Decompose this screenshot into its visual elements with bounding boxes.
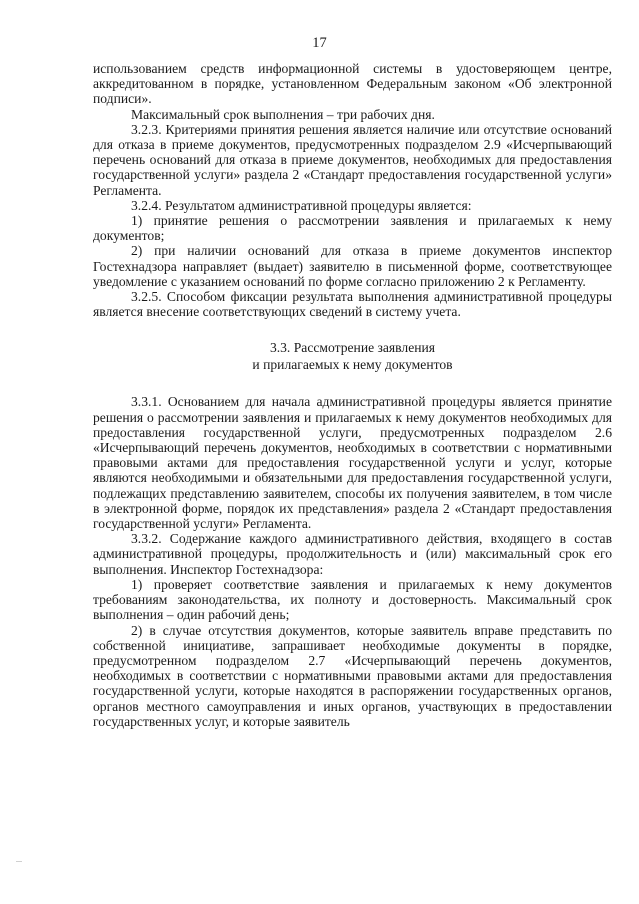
paragraph-group-after — [93, 394, 612, 728]
section-heading — [93, 339, 612, 373]
paragraph: 1) проверяет соответствие заявления и прилагаемых к нему документов требованиям законодательства, их полноту и достоверность. Максимальный срок выполнения – один рабочий день; — [93, 576, 612, 623]
paragraph: 1) принятие решения о рассмотрении заявления и прилагаемых к нему документов; — [93, 213, 612, 244]
paragraph: 2) при наличии оснований для отказа в приеме документов инспектор Гостехнадзора направляет (выдает) заявителю в письменной форме, соответствующее уведомление с указанием оснований по форме согласно приложению 2 к Регламенту. — [93, 243, 612, 289]
page-number: 17 — [312, 35, 327, 51]
paragraph-group-before — [93, 61, 612, 319]
paragraph: Максимальный срок выполнения – три рабочих дня. — [131, 106, 435, 122]
paragraph: использованием средств информационной системы в удостоверяющем центре, аккредитованном в порядке, установленном Федеральным законом «Об электронной подписи». — [93, 61, 612, 107]
section-heading-line-1: 3.3. Рассмотрение заявления — [269, 340, 436, 356]
paragraph: 3.2.5. Способом фиксации результата выполнения административной процедуры является внесение соответствующих сведений в систему учета. — [93, 289, 612, 320]
paragraph: 3.2.4. Результатом административной процедуры является: — [131, 197, 472, 213]
paragraph: 2) в случае отсутствия документов, которые заявитель вправе представить по собственной инициативе, запрашивает необходимые документы в порядке, предусмотренном подразделом 2.7 «Исчерпывающий перечень документов, необходимых в соответствии с нормативными правовыми актами для предоставления государственной услуги, которые находятся в распоряжении государственных органов, органов местного самоуправления и иных органов, участвующих в предоставлении государственных услуг, и которые заявитель — [93, 622, 612, 729]
paragraph: 3.3.2. Содержание каждого административного действия, входящего в состав административной процедуры, продолжительность и (или) максимальный срок его выполнения. Инспектор Гостехнадзора: — [93, 531, 612, 577]
section-heading-line-2: и прилагаемых к нему документов — [252, 357, 453, 373]
paragraph: 3.2.3. Критериями принятия решения является наличие или отсутствие оснований для отказа в приеме документов, предусмотренных подразделом 2.9 «Исчерпывающий перечень оснований для отказа в приеме документов, необходимых для предоставления государственной услуги» раздела 2 «Стандарт предоставления государственной услуги» Регламента. — [93, 121, 612, 198]
scan-mark — [16, 861, 22, 862]
page-body — [93, 61, 612, 729]
paragraph: 3.3.1. Основанием для начала административной процедуры является принятие решения о рассмотрении заявления и прилагаемых к нему документов необходимых для предоставления государственной услуги, предусмотренных подразделом 2.6 «Исчерпывающий перечень документов, необходимых в соответствии с нормативными правовыми актами для предоставления государственной услуги и услуг, которые являются необходимыми и обязательными для предоставления государственной услуги, подлежащих представлению заявителем, способы их получения заявителем, в том числе в электронной форме, порядок их представления» раздела 2 «Стандарт предоставления государственной услуги» Регламента. — [93, 394, 612, 532]
